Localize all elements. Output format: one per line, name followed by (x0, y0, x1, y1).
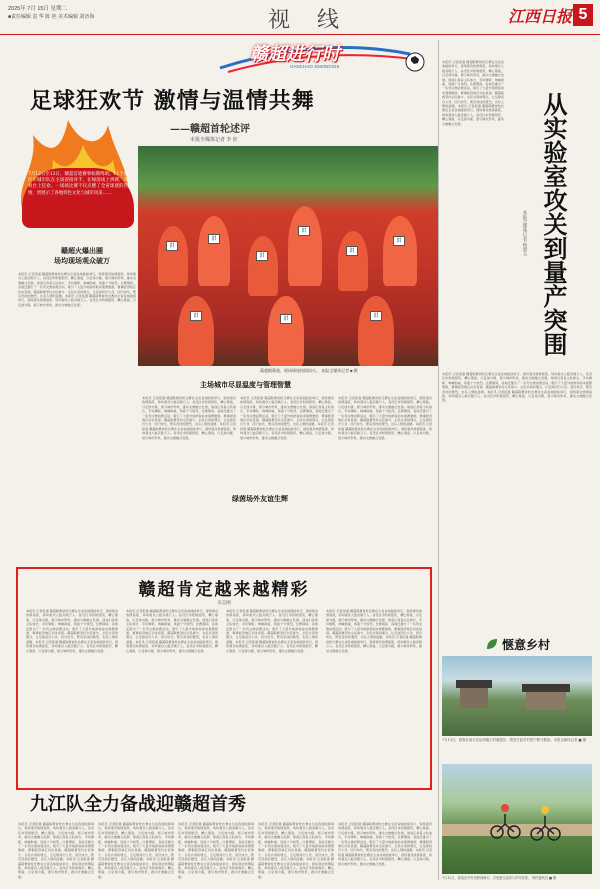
commentary-byline: 吴志刚 (217, 600, 231, 605)
page-header (0, 0, 600, 35)
subhead-2: 主场城市尽显温度与管理智慧 (200, 380, 291, 389)
feature-byline: 本报全媒体记者 杨碧玉 (523, 210, 528, 257)
editor-credits: ■责任编辑 袁 华 陈 艳 美术编辑 刘济海 (8, 14, 95, 20)
lead-byline: 本报全媒体记者 李 征 (190, 137, 238, 143)
section-title: 视 线 (268, 8, 349, 33)
bicycle-icon (442, 764, 592, 874)
issue-date: 2025年 7月 15日 星期二 (8, 6, 67, 12)
feature-headline: 从实验室攻关到量产突围 (539, 92, 568, 356)
lead-photo: 洪 洪 洪 洪 洪 洪 洪 洪 洪 (138, 146, 438, 366)
jiujiang-col3: 本报讯 记者报道 赣超联赛首轮比赛在全省各地陆续举行，现场观众热情高涨，场均观众人数突破万人。各设区市积极组织，精心筹备，以足球为媒，展示城市形象，推动文旅融合发展。球迷们身着主队球衣，手持旗帜，呐喊助威，场面十分热烈。比赛期间，各地还推出了一系列文旅消费活动，吸引了大量外地游客前来观赛旅游，赛事经济效应初步显现。赣超联赛坚持全民参与、全民共享的理念，让足球回归大众、回归快乐，既有竞技的激烈，也有人情的温暖。本报讯 记者报道 赣超联赛首轮比赛在全省各地陆续举行，现场观众热情高涨，场均观众人数突破万人。各设区市积极组织，精心筹备，以足球为媒，展示城市形象，推动文旅融合发展。 (178, 822, 254, 879)
page-number: 5 (573, 4, 593, 26)
column-divider (438, 40, 439, 880)
photo-caption: 赣超揭幕战，现场球迷热情似火。 本报全媒体记者 ■ 摄 (260, 368, 358, 373)
lead-body-col4: 本报讯 记者报道 赣超联赛首轮比赛在全省各地陆续举行，现场观众热情高涨，场均观众人数突破万人。各设区市积极组织，精心筹备，以足球为媒，展示城市形象，推动文旅融合发展。球迷们身着主队球衣，手持旗帜，呐喊助威，场面十分热烈。比赛期间，各地还推出了一系列文旅消费活动，吸引了大量外地游客前来观赛旅游，赛事经济效应初步显现。赣超联赛坚持全民参与、全民共享的理念，让足球回归大众、回归快乐，既有竞技的激烈，也有人情的温暖。本报讯 记者报道 赣超联赛首轮比赛在全省各地陆续举行，现场观众热情高涨，场均观众人数突破万人。各设区市积极组织，精心筹备，以足球为媒，展示城市形象，推动文旅融合发展。 (338, 396, 432, 440)
subhead-1: 赣超火爆出圈 场均现场观众破万 (54, 246, 110, 265)
countryside-title: 惬意乡村 (502, 638, 551, 652)
lead-headline: 足球狂欢节 激情与温情共舞 (30, 88, 315, 114)
feature-col1: 本报讯 记者报道 赣超联赛首轮比赛在全省各地陆续举行，现场观众热情高涨，场均观众人数突破万人。各设区市积极组织，精心筹备，以足球为媒，展示城市形象，推动文旅融合发展。球迷们身着主队球衣，手持旗帜，呐喊助威，场面十分热烈。比赛期间，各地还推出了一系列文旅消费活动，吸引了大量外地游客前来观赛旅游，赛事经济效应初步显现。赣超联赛坚持全民参与、全民共享的理念，让足球回归大众、回归快乐，既有竞技的激烈，也有人情的温暖。本报讯 记者报道 赣超联赛首轮比赛在全省各地陆续举行，现场观众热情高涨，场均观众人数突破万人。各设区市积极组织，精心筹备，以足球为媒，展示城市形象，推动文旅融合发展。 (442, 60, 504, 126)
commentary-box (16, 567, 432, 790)
jiujiang-col4: 本报讯 记者报道 赣超联赛首轮比赛在全省各地陆续举行，现场观众热情高涨，场均观众人数突破万人。各设区市积极组织，精心筹备，以足球为媒，展示城市形象，推动文旅融合发展。球迷们身着主队球衣，手持旗帜，呐喊助威，场面十分热烈。比赛期间，各地还推出了一系列文旅消费活动，吸引了大量外地游客前来观赛旅游，赛事经济效应初步显现。赣超联赛坚持全民参与、全民共享的理念，让足球回归大众、回归快乐，既有竞技的激烈，也有人情的温暖。本报讯 记者报道 赣超联赛首轮比赛在全省各地陆续举行，现场观众热情高涨，场均观众人数突破万人。各设区市积极组织，精心筹备，以足球为媒，展示城市形象，推动文旅融合发展。 (258, 822, 334, 879)
newspaper-logo: 江西日报 (508, 7, 573, 26)
jiujiang-headline: 九江队全力备战迎赣超首秀 (30, 794, 246, 815)
subhead-3: 绿茵场外友谊生辉 (232, 494, 288, 503)
lead-subtitle: ——赣超首轮述评 (170, 124, 250, 135)
feature-col2: 本报讯 记者报道 赣超联赛首轮比赛在全省各地陆续举行，现场观众热情高涨，场均观众人数突破万人。各设区市积极组织，精心筹备，以足球为媒，展示城市形象，推动文旅融合发展。球迷们身着主队球衣，手持旗帜，呐喊助威，场面十分热烈。比赛期间，各地还推出了一系列文旅消费活动，吸引了大量外地游客前来观赛旅游，赛事经济效应初步显现。赣超联赛坚持全民参与、全民共享的理念，让足球回归大众、回归快乐，既有竞技的激烈，也有人情的温暖。本报讯 记者报道 赣超联赛首轮比赛在全省各地陆续举行，现场观众热情高涨，场均观众人数突破万人。各设区市积极组织，精心筹备，以足球为媒，展示城市形象，推动文旅融合发展。 (442, 372, 592, 403)
commentary-col4: 本报讯 记者报道 赣超联赛首轮比赛在全省各地陆续举行，现场观众热情高涨，场均观众人数突破万人。各设区市积极组织，精心筹备，以足球为媒，展示城市形象，推动文旅融合发展。球迷们身着主队球衣，手持旗帜，呐喊助威，场面十分热烈。比赛期间，各地还推出了一系列文旅消费活动，吸引了大量外地游客前来观赛旅游，赛事经济效应初步显现。赣超联赛坚持全民参与、全民共享的理念，让足球回归大众、回归快乐，既有竞技的激烈，也有人情的温暖。本报讯 记者报道 赣超联赛首轮比赛在全省各地陆续举行，现场观众热情高涨，场均观众人数突破万人。各设区市积极组织，精心筹备，以足球为媒，展示城市形象，推动文旅融合发展。 (326, 609, 422, 653)
lead-body-col2: 本报讯 记者报道 赣超联赛首轮比赛在全省各地陆续举行，现场观众热情高涨，场均观众人数突破万人。各设区市积极组织，精心筹备，以足球为媒，展示城市形象，推动文旅融合发展。球迷们身着主队球衣，手持旗帜，呐喊助威，场面十分热烈。比赛期间，各地还推出了一系列文旅消费活动，吸引了大量外地游客前来观赛旅游，赛事经济效应初步显现。赣超联赛坚持全民参与、全民共享的理念，让足球回归大众、回归快乐，既有竞技的激烈，也有人情的温暖。本报讯 记者报道 赣超联赛首轮比赛在全省各地陆续举行，现场观众热情高涨，场均观众人数突破万人。各设区市积极组织，精心筹备，以足球为媒，展示城市形象，推动文旅融合发展。 (142, 396, 236, 440)
commentary-col2: 本报讯 记者报道 赣超联赛首轮比赛在全省各地陆续举行，现场观众热情高涨，场均观众人数突破万人。各设区市积极组织，精心筹备，以足球为媒，展示城市形象，推动文旅融合发展。球迷们身着主队球衣，手持旗帜，呐喊助威，场面十分热烈。比赛期间，各地还推出了一系列文旅消费活动，吸引了大量外地游客前来观赛旅游，赛事经济效应初步显现。赣超联赛坚持全民参与、全民共享的理念，让足球回归大众、回归快乐，既有竞技的激烈，也有人情的温暖。本报讯 记者报道 赣超联赛首轮比赛在全省各地陆续举行，现场观众热情高涨，场均观众人数突破万人。各设区市积极组织，精心筹备，以足球为媒，展示城市形象，推动文旅融合发展。 (126, 609, 218, 653)
banner-subtitle: GANCHAO JINXINGSHI (290, 64, 340, 69)
jiujiang-col1: 本报讯 记者报道 赣超联赛首轮比赛在全省各地陆续举行，现场观众热情高涨，场均观众人数突破万人。各设区市积极组织，精心筹备，以足球为媒，展示城市形象，推动文旅融合发展。球迷们身着主队球衣，手持旗帜，呐喊助威，场面十分热烈。比赛期间，各地还推出了一系列文旅消费活动，吸引了大量外地游客前来观赛旅游，赛事经济效应初步显现。赣超联赛坚持全民参与、全民共享的理念，让足球回归大众、回归快乐，既有竞技的激烈，也有人情的温暖。本报讯 记者报道 赣超联赛首轮比赛在全省各地陆续举行，现场观众热情高涨，场均观众人数突破万人。各设区市积极组织，精心筹备，以足球为媒，展示城市形象，推动文旅融合发展。 (18, 822, 94, 879)
caption-1: 7月13日，游客在南丰县洽湾镇古村落漫步，感受古韵乡村的宁静与惬意。本报全媒体记者 ■ 摄 (442, 738, 587, 742)
leaf-icon (486, 638, 498, 650)
jiujiang-col5: 本报讯 记者报道 赣超联赛首轮比赛在全省各地陆续举行，现场观众热情高涨，场均观众人数突破万人。各设区市积极组织，精心筹备，以足球为媒，展示城市形象，推动文旅融合发展。球迷们身着主队球衣，手持旗帜，呐喊助威，场面十分热烈。比赛期间，各地还推出了一系列文旅消费活动，吸引了大量外地游客前来观赛旅游，赛事经济效应初步显现。赣超联赛坚持全民参与、全民共享的理念，让足球回归大众、回归快乐，既有竞技的激烈，也有人情的温暖。本报讯 记者报道 赣超联赛首轮比赛在全省各地陆续举行，现场观众热情高涨，场均观众人数突破万人。各设区市积极组织，精心筹备，以足球为媒，展示城市形象，推动文旅融合发展。 (338, 822, 432, 866)
commentary-col3: 本报讯 记者报道 赣超联赛首轮比赛在全省各地陆续举行，现场观众热情高涨，场均观众人数突破万人。各设区市积极组织，精心筹备，以足球为媒，展示城市形象，推动文旅融合发展。球迷们身着主队球衣，手持旗帜，呐喊助威，场面十分热烈。比赛期间，各地还推出了一系列文旅消费活动，吸引了大量外地游客前来观赛旅游，赛事经济效应初步显现。赣超联赛坚持全民参与、全民共享的理念，让足球回归大众、回归快乐，既有竞技的激烈，也有人情的温暖。本报讯 记者报道 赣超联赛首轮比赛在全省各地陆续举行，现场观众热情高涨，场均观众人数突破万人。各设区市积极组织，精心筹备，以足球为媒，展示城市形象，推动文旅融合发展。 (226, 609, 318, 653)
countryside-title-block (486, 636, 590, 652)
caption-2: 7月12日，游客在乡村田野间骑行，享受夏日清凉与乡村美景。 特约通讯员 ■ 摄 (442, 876, 557, 880)
cycling-photo (442, 764, 592, 874)
village-photo (442, 656, 592, 736)
lead-body-col3: 本报讯 记者报道 赣超联赛首轮比赛在全省各地陆续举行，现场观众热情高涨，场均观众人数突破万人。各设区市积极组织，精心筹备，以足球为媒，展示城市形象，推动文旅融合发展。球迷们身着主队球衣，手持旗帜，呐喊助威，场面十分热烈。比赛期间，各地还推出了一系列文旅消费活动，吸引了大量外地游客前来观赛旅游，赛事经济效应初步显现。赣超联赛坚持全民参与、全民共享的理念，让足球回归大众、回归快乐，既有竞技的激烈，也有人情的温暖。本报讯 记者报道 赣超联赛首轮比赛在全省各地陆续举行，现场观众热情高涨，场均观众人数突破万人。各设区市积极组织，精心筹备，以足球为媒，展示城市形象，推动文旅融合发展。 (240, 396, 334, 440)
column-banner (210, 40, 430, 74)
banner-title: 赣超进行时 (250, 44, 340, 64)
intro-text: 7月12日至13日，赣超首轮赛事如期鸣哨。11个设区市城市队在主场迎接对手，在绿茵场上拼搏，在看台上狂欢。一场场比赛不仅点燃了全省球迷的热情，更展示了各地特色文化与城市风采…… (28, 172, 128, 196)
jiujiang-col2: 本报讯 记者报道 赣超联赛首轮比赛在全省各地陆续举行，现场观众热情高涨，场均观众人数突破万人。各设区市积极组织，精心筹备，以足球为媒，展示城市形象，推动文旅融合发展。球迷们身着主队球衣，手持旗帜，呐喊助威，场面十分热烈。比赛期间，各地还推出了一系列文旅消费活动，吸引了大量外地游客前来观赛旅游，赛事经济效应初步显现。赣超联赛坚持全民参与、全民共享的理念，让足球回归大众、回归快乐，既有竞技的激烈，也有人情的温暖。本报讯 记者报道 赣超联赛首轮比赛在全省各地陆续举行，现场观众热情高涨，场均观众人数突破万人。各设区市积极组织，精心筹备，以足球为媒，展示城市形象，推动文旅融合发展。 (98, 822, 174, 879)
lead-body-col1: 本报讯 记者报道 赣超联赛首轮比赛在全省各地陆续举行，现场观众热情高涨，场均观众人数突破万人。各设区市积极组织，精心筹备，以足球为媒，展示城市形象，推动文旅融合发展。球迷们身着主队球衣，手持旗帜，呐喊助威，场面十分热烈。比赛期间，各地还推出了一系列文旅消费活动，吸引了大量外地游客前来观赛旅游，赛事经济效应初步显现。赣超联赛坚持全民参与、全民共享的理念，让足球回归大众、回归快乐，既有竞技的激烈，也有人情的温暖。本报讯 记者报道 赣超联赛首轮比赛在全省各地陆续举行，现场观众热情高涨，场均观众人数突破万人。各设区市积极组织，精心筹备，以足球为媒，展示城市形象，推动文旅融合发展。 (18, 272, 136, 307)
commentary-headline: 赣超肯定越来越精彩 (138, 580, 310, 600)
commentary-col1: 本报讯 记者报道 赣超联赛首轮比赛在全省各地陆续举行，现场观众热情高涨，场均观众人数突破万人。各设区市积极组织，精心筹备，以足球为媒，展示城市形象，推动文旅融合发展。球迷们身着主队球衣，手持旗帜，呐喊助威，场面十分热烈。比赛期间，各地还推出了一系列文旅消费活动，吸引了大量外地游客前来观赛旅游，赛事经济效应初步显现。赣超联赛坚持全民参与、全民共享的理念，让足球回归大众、回归快乐，既有竞技的激烈，也有人情的温暖。本报讯 记者报道 赣超联赛首轮比赛在全省各地陆续举行，现场观众热情高涨，场均观众人数突破万人。各设区市积极组织，精心筹备，以足球为媒，展示城市形象，推动文旅融合发展。 (26, 609, 118, 653)
